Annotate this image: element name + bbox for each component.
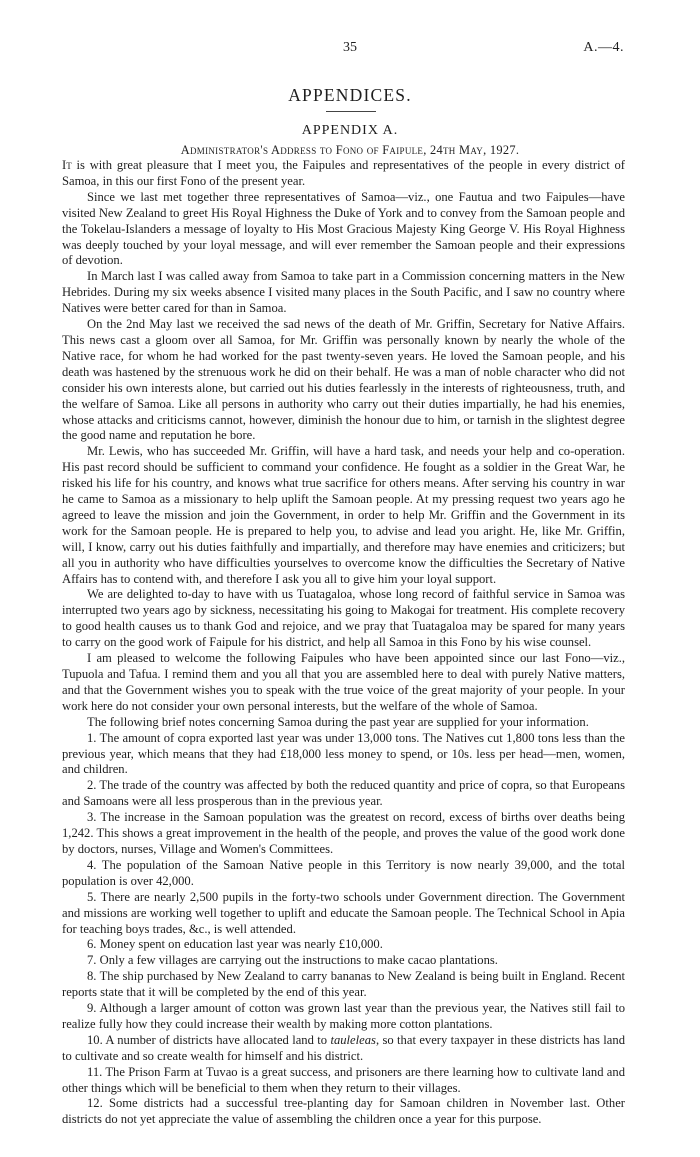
document-body [62, 158, 625, 1128]
note-2-trade: 2. The trade of the country was affected by both the reduced quantity and price of copra, so that Europeans and Samoans were all less prosperous than in the previous year. [62, 778, 625, 809]
note-10-italic-term: tauleleas [330, 1032, 376, 1047]
heading-divider [326, 111, 376, 112]
note-4-population: 4. The population of the Samoan Native people in this Territory is now nearly 39,000, and the total population is over 42,000. [62, 857, 625, 888]
note-1-copra: 1. The amount of copra exported last year was under 13,000 tons. The Natives cut 1,800 tons less than the previous year, which means that they had £18,000 less money to spend, or 10s. less per head—men, women, and children. [62, 730, 625, 777]
paragraph-mr-lewis: Mr. Lewis, who has succeeded Mr. Griffin, will have a hard task, and needs your help and co-operation. His past record should be sufficient to command your confidence. He fought as a soldier in the Great War, he risked his life for his country, and knows what true sacrifice for others means. After serving his country in war he came to Samoa as a missionary to help uplift the Samoan people. At my pressing request two years ago he agreed to leave the mission and join the Government, in order to help Mr. Griffin and the Government in its work for the Samoan people. He is prepared to help you, to advise and lead you aright. He, like Mr. Griffin, will, I know, carry out his duties faithfully and impartially, and therefore may have enemies and criticizers; but all you in authority who have difficulties yourselves to overcome know the difficulties the Secretary of Native Affairs has to contend with, and therefore I ask you all to give him your loyal support. [62, 444, 625, 586]
note-5-schools: 5. There are nearly 2,500 pupils in the forty-two schools under Government direction. The Government and missions are working well together to uplift and educate the Samoan people. The Technical School in Apia for teaching boys trades, &c., is well attended. [62, 889, 625, 936]
note-10-text-b: , so that every taxpayer in these districts has land to cultivate and so create wealth for himself and his district. [62, 1032, 625, 1063]
note-8-banana-ship: 8. The ship purchased by New Zealand to carry bananas to New Zealand is being built in England. Recent reports state that it will be completed by the end of this year. [62, 969, 625, 1000]
address-title: Administrator's Address to Fono of Faipule, 24th May, 1927. [180, 143, 520, 157]
paragraph-new-hebrides: In March last I was called away from Samoa to take part in a Commission concerning matters in the New Hebrides. During my six weeks absence I visited many places in the South Pacific, and I saw no country where Natives were better cared for than in Samoa. [62, 269, 625, 316]
paragraph-mr-griffin: On the 2nd May last we received the sad news of the death of Mr. Griffin, Secretary for Native Affairs. This news cast a gloom over all Samoa, for Mr. Griffin was personally known by nearly the whole of the Native race, for whom he had worked for the past twenty-seven years. He loved the Samoan people, and his death was hastened by the strenuous work he did on their behalf. He was a man of noble character who did not consider his own interests alone, but carried out his duties fearlessly in the interests of righteousness, truth, and the welfare of Samoa. Like all persons in authority who carry out their duties impartially, he had his enemies, whose attacks and criticisms cannot, however, diminish the honour due to him, or tarnish in the slightest degree the good name and reputation he bore. [62, 317, 625, 443]
note-10-text-a: 10. A number of districts have allocated land to [87, 1032, 331, 1047]
document-reference: A.—4. [583, 40, 624, 55]
note-11-prison-farm: 11. The Prison Farm at Tuvao is a great success, and prisoners are there learning how to cultivate land and other things which will be beneficial to them when they return to their villages. [62, 1064, 625, 1095]
opening-text: is with great pleasure that I meet you, the Faipules and representatives of the people in every district of Samoa, in this our first Fono of the present year. [62, 158, 625, 188]
note-10-land [62, 1033, 625, 1065]
opening-paragraph [62, 158, 625, 190]
paragraph-brief-notes: The following brief notes concerning Samoa during the past year are supplied for your information. [87, 714, 589, 729]
note-3-population-increase: 3. The increase in the Samoan population was the greatest on record, excess of births over deaths being 1,242. This shows a great improvement in the health of the people, and proves the value of the good work done by doctors, nurses, Village and Women's Committees. [62, 810, 625, 856]
note-9-cotton: 9. Although a larger amount of cotton was grown last year than the previous year, the Natives still fail to realize fully how they could increase their wealth by making more cotton plantations. [62, 1001, 625, 1031]
appendix-title: APPENDIX A. [301, 123, 399, 138]
paragraph-visit-new-zealand: Since we last met together three representatives of Samoa—viz., one Fautua and two Faipules—have visited New Zealand to greet His Royal Highness the Duke of York and to convey from the Samoan people and the Tokelau-Islanders a message of loyalty to His Most Gracious Majesty King George V. His Royal Highness was deeply touched by your loyal message, and will ever remember the Samoan people and their expressions of devotion. [62, 189, 625, 268]
paragraph-tuatagaloa: We are delighted to-day to have with us Tuatagaloa, whose long record of faithful service in Samoa was interrupted two years ago by sickness, necessitating his going to Makogai for treatment. His complete recovery to good health causes us to thank God and rejoice, and we pray that Tuatagaloa may be spared for many years to carry on the good work of Faipule for his district, and help all Samoa in this Fono by his wise counsel. [62, 587, 625, 650]
page-number: 35 [343, 40, 357, 55]
note-12-tree-planting: 12. Some districts had a successful tree-planting day for Samoan children in November last. Other districts do not yet appreciate the value of assembling the children once a year for this purpose. [62, 1096, 625, 1127]
appendices-heading: APPENDICES. [288, 85, 412, 105]
note-7-cacao: 7. Only a few villages are carrying out the instructions to make cacao plantations. [87, 953, 498, 968]
note-6-education-spending: 6. Money spent on education last year was nearly £10,000. [87, 937, 383, 952]
opening-lead-word: It [62, 158, 72, 172]
paragraph-new-faipules: I am pleased to welcome the following Faipules who have been appointed since our last Fono—viz., Tupuola and Tafua. I remind them and you all that you are assembled here to deal with purely Native matters, and that the Government wishes you to speak with the true voice of the great majority of your people. In your work here do not consider your own personal interests, but the welfare of the whole of Samoa. [62, 651, 625, 713]
